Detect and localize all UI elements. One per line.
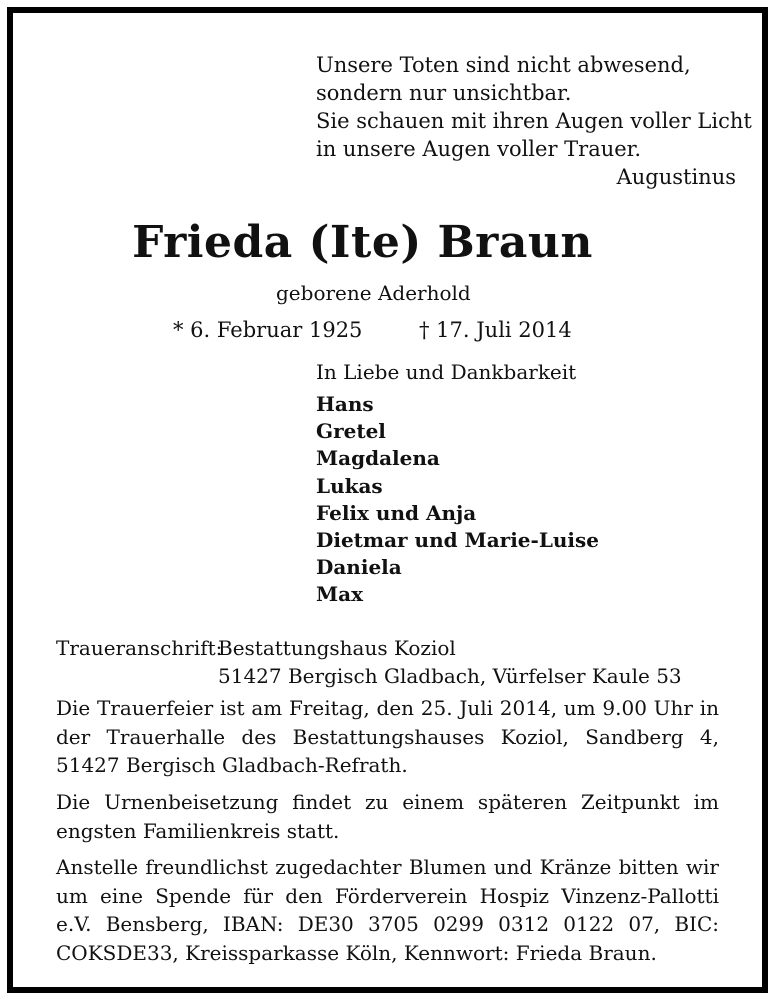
ceremony-paragraph: Die Trauerfeier ist am Freitag, den 25. Juli 2014, um 9.00 Uhr in der Trauerhalle des Bestattungshauses Koziol, Sandberg 4, 51427 Bergisch Gladbach-Refrath. (56, 696, 719, 777)
quote-line: Sie schauen mit ihren Augen voller Licht (316, 109, 752, 133)
quote-author: Augustinus (616, 165, 736, 189)
mourners-list (316, 391, 599, 609)
mourner-name: Felix und Anja (316, 500, 477, 525)
address-line-1: Bestattungshaus Koziol (218, 636, 456, 660)
birth-name: geborene Aderhold (276, 281, 471, 305)
mourners-intro: In Liebe und Dankbarkeit (316, 360, 577, 384)
death-date: † 17. Juli 2014 (419, 318, 572, 342)
quote-line: sondern nur unsichtbar. (316, 81, 572, 105)
address-label: Traueranschrift: (56, 636, 223, 660)
quote-line: Unsere Toten sind nicht abwesend, (316, 53, 691, 77)
mourner-name: Max (316, 582, 364, 607)
quote-block (316, 51, 752, 189)
urn-paragraph: Die Urnenbeisetzung findet zu einem späteren Zeitpunkt im engsten Familienkreis statt. (56, 790, 719, 843)
address-line-2: 51427 Bergisch Gladbach, Vürfelser Kaule 53 (218, 664, 682, 688)
mourner-name: Dietmar und Marie-Luise (316, 528, 599, 553)
deceased-name: Frieda (Ite) Braun (132, 217, 593, 268)
mourner-name: Gretel (316, 419, 386, 444)
mourner-name: Hans (316, 392, 374, 416)
obituary-frame (7, 7, 768, 993)
birth-date: * 6. Februar 1925 (173, 318, 363, 342)
mourner-name: Daniela (316, 555, 402, 580)
mourner-name: Lukas (316, 473, 383, 498)
donation-paragraph: Anstelle freundlichst zugedachter Blumen und Kränze bitten wir um eine Spende für den Förderverein Hospiz Vinzenz-Pallotti e.V. Bensberg, IBAN: DE30 3705 0299 0312 0122 07, BIC: COKSDE33, Kreissparkasse Köln, Kennwort: Frieda Braun. (56, 855, 719, 965)
quote-line: in unsere Augen voller Trauer. (316, 137, 642, 161)
mourner-name: Magdalena (316, 446, 440, 471)
